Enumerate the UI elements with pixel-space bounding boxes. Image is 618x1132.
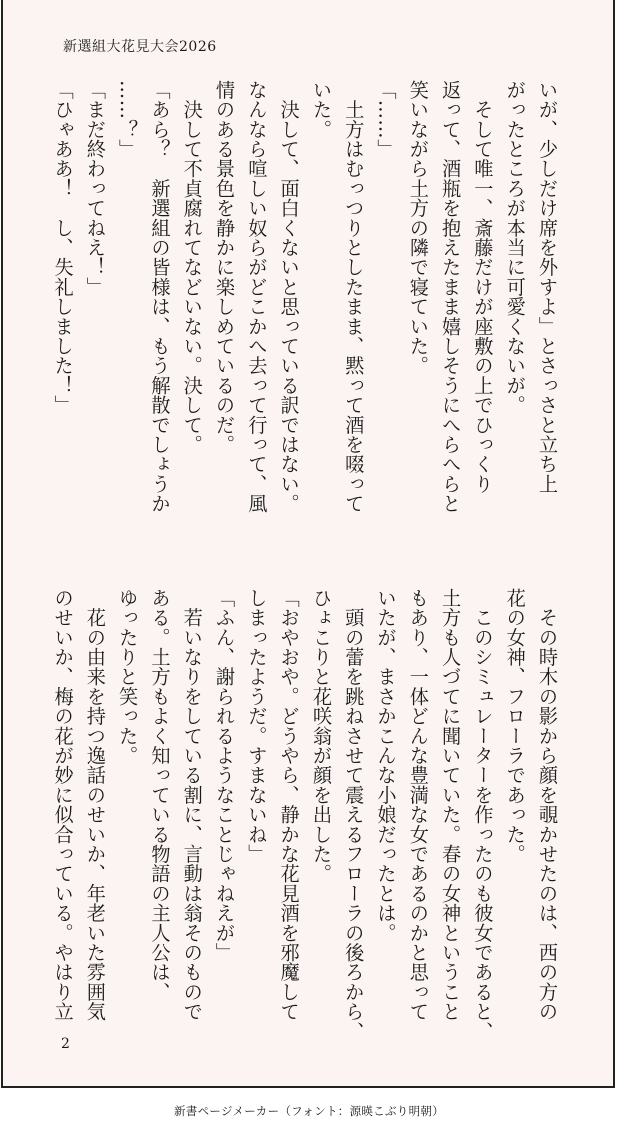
text-line: ひょこりと花咲翁が顔を出した。 [309, 588, 333, 884]
book-title: 新選組大花見大会2026 [63, 39, 217, 55]
text-line: そして唯一、斎藤だけが座敷の上でひっくり [471, 80, 495, 494]
text-line: 「ふん、謝られるようなことじゃねえが」 [213, 588, 237, 963]
text-line: このシミュレーターを作ったのも彼女であると、 [471, 588, 495, 1042]
text-line: 「ひゃああ！ し、失礼しました！」 [51, 80, 75, 415]
text-line: 若いなりをしている割に、言動は翁そのもので [180, 588, 204, 1022]
text-line: 土方はむっつりとしたまま、黙って酒を啜って [342, 80, 366, 514]
text-line: 「まだ終わってねえ！」 [83, 80, 107, 297]
text-line: ゆったりと笑った。 [116, 588, 140, 766]
text-line: しまったようだ。すまないね」 [245, 588, 269, 864]
text-line: 情のある景色を静かに楽しめているのだ。 [213, 80, 237, 455]
page-number: 2 [61, 1036, 70, 1052]
text-line: 花の女神、フローラであった。 [503, 588, 527, 864]
text-block-lower [46, 588, 563, 1042]
text-line: 「あら？ 新選組の皆様は、もう解散でしょうか [148, 80, 172, 514]
footer-credit: 新書ページメーカー（フォント：源暎こぶり明朝） [173, 1104, 445, 1118]
book-page [1, 0, 615, 1088]
text-line: 笑いながら土方の隣で寝ていた。 [406, 80, 430, 376]
text-block-upper [46, 80, 563, 550]
text-line: もあり、一体どんな豊満な女であるのかと思って [406, 588, 430, 1022]
text-line: のせいか、梅の花が妙に似合っている。やはり立 [51, 588, 75, 1022]
text-line: 土方も人づてに聞いていた。春の女神ということ [439, 588, 463, 1022]
text-line: 頭の蕾を跳ねさせて震えるフローラの後ろから、 [342, 588, 366, 1042]
text-line: なんなら喧しい奴らがどこかへ去って行って、風 [245, 80, 269, 514]
text-line: いたが、まさかこんな小娘だったとは。 [374, 588, 398, 943]
text-line: いた。 [309, 80, 333, 140]
text-line: 決して、面白くないと思っている訳ではない。 [277, 80, 301, 514]
text-line: 花の由来を持つ逸話のせいか、年老いた雰囲気 [83, 588, 107, 1022]
text-line: いが、少しだけ席を外すよ」とさっさと立ち上 [536, 80, 559, 494]
text-line: 「おやおや。どうやら、静かな花見酒を邪魔して [277, 588, 301, 1022]
text-line: がったところが本当に可愛くないが。 [503, 80, 527, 415]
text-line: 決して不貞腐れてなどいない。決して。 [180, 80, 204, 455]
text-line: 返って、酒瓶を抱えたまま嬉しそうにへらへらと [439, 80, 463, 514]
text-line: ……？」 [116, 80, 140, 159]
text-line: ある。土方もよく知っている物語の主人公は、 [148, 588, 172, 1002]
text-line: その時木の影から顔を覗かせたのは、西の方の [536, 588, 559, 1022]
text-line: 「……」 [374, 80, 398, 159]
